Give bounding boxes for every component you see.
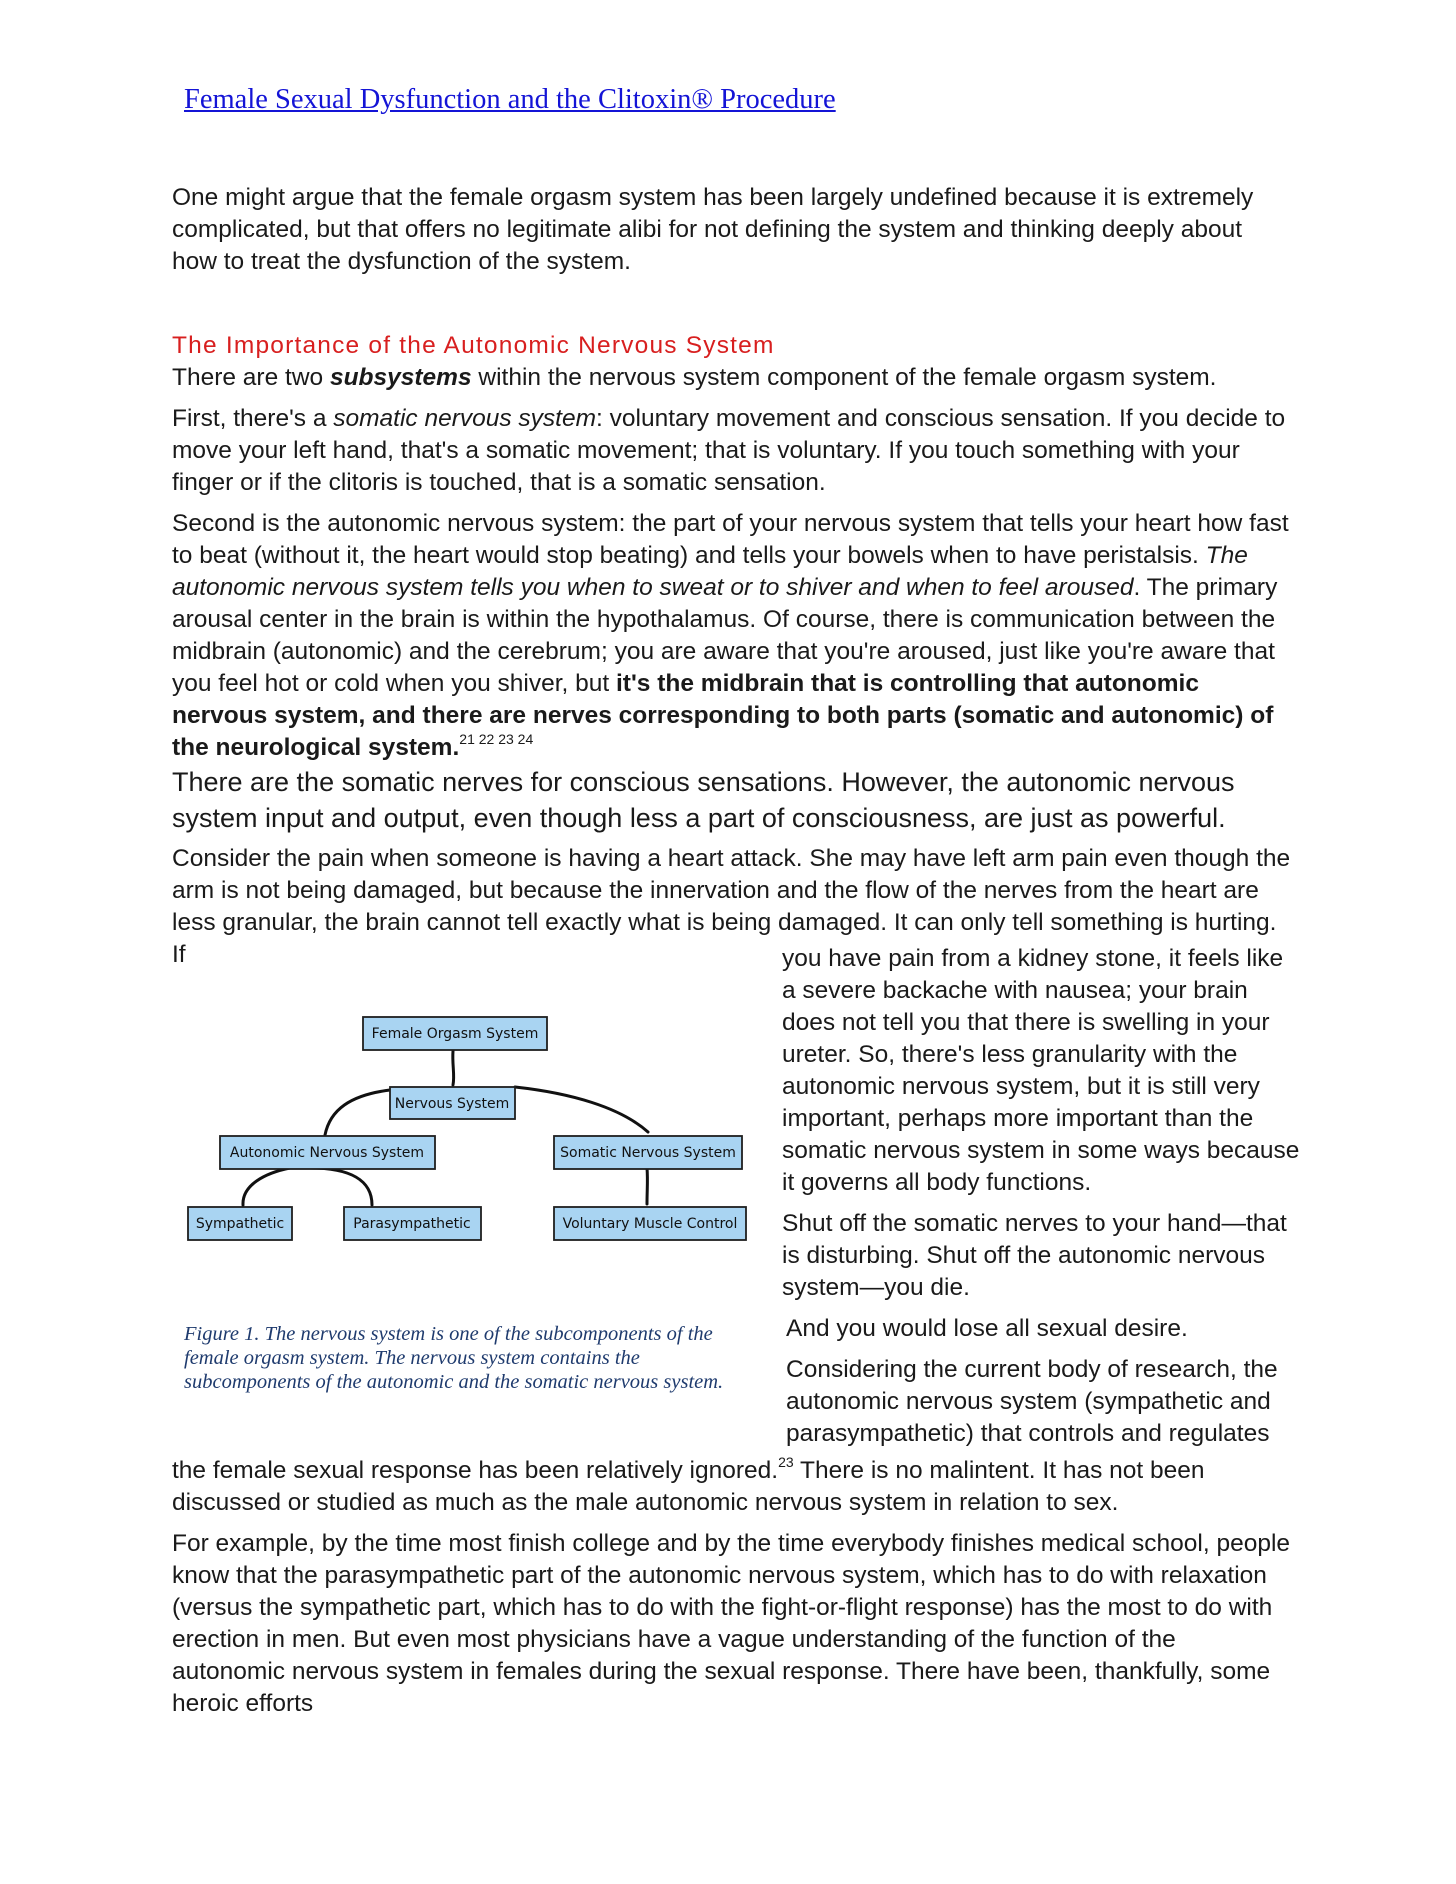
continued-body	[172, 1455, 1292, 1720]
paragraph-somatic	[172, 403, 1292, 499]
paragraph-shut-off: Shut off the somatic nerves to your hand—that is disturbing. Shut off the autonomic nervous system—you die.	[782, 1210, 1287, 1301]
node-parasympathetic	[344, 1207, 481, 1240]
paragraph-research: Considering the current body of research, the autonomic nervous system (sympathetic and parasympathetic) that controls and regulates	[786, 1356, 1278, 1447]
emphasis-subsystems: subsystems	[329, 364, 472, 391]
intro-paragraph	[172, 182, 1292, 278]
node-autonomic-nervous-system	[220, 1136, 435, 1169]
connector-nervous-somatic	[515, 1087, 648, 1132]
paragraph-subsystems	[172, 362, 1292, 394]
emphasis-autonomic: The autonomic nervous system tells you when to sweat or to shiver and when to feel aroused	[172, 542, 1248, 601]
node-label: Somatic Nervous System	[560, 1145, 736, 1161]
text-run: There are two	[172, 364, 330, 391]
text-run: .	[452, 734, 460, 761]
node-label: Sympathetic	[195, 1216, 285, 1232]
section-body	[172, 362, 1292, 971]
node-label: Parasympathetic	[353, 1216, 471, 1232]
paragraph-somatic-nerves: There are the somatic nerves for conscious sensations. However, the autonomic nervous system input and output, even though less a part of consciousness, are just as powerful.	[172, 767, 1235, 833]
wrapped-text-column	[782, 943, 1302, 1450]
node-label: Autonomic Nervous System	[229, 1145, 425, 1161]
text-run: the female sexual response has been relatively ignored.	[172, 1457, 779, 1484]
text-run: within the nervous system component of the female orgasm system.	[471, 364, 1217, 391]
text-run: : voluntary movement and conscious sensation. If you decide to move your left hand, that's a somatic movement; that is voluntary. If you touch something with your finger or if the clitoris is touched, that is a somatic sensation.	[172, 405, 1286, 496]
diagram-svg	[180, 975, 770, 1295]
paragraph-research-continued	[172, 1455, 1292, 1519]
section-heading: The Importance of the Autonomic Nervous System	[172, 332, 775, 359]
connector-autonomic-parasympathetic	[310, 1168, 372, 1205]
node-somatic-nervous-system	[554, 1136, 742, 1169]
node-label: Nervous System	[394, 1096, 510, 1112]
emphasis-somatic: somatic nervous system	[333, 405, 597, 432]
text-run: There is no malintent. It has not been discussed or studied as much as the male autonomic nervous system in relation to sex.	[172, 1457, 1205, 1516]
connector-autonomic-sympathetic	[243, 1168, 290, 1205]
intro-text: One might argue that the female orgasm system has been largely undefined because it is extremely complicated, but that offers no legitimate alibi for not defining the system and thinking deeply about how to treat the dysfunction of the system.	[172, 184, 1254, 275]
figure-caption: Figure 1. The nervous system is one of the subcomponents of the female orgasm system. The nervous system contains the subcomponents of the autonomic and the somatic nervous system.	[184, 1323, 724, 1393]
paragraph-sexual-desire: And you would lose all sexual desire.	[786, 1315, 1188, 1342]
footnote-ref[interactable]: 23	[778, 1454, 794, 1470]
node-sympathetic	[188, 1207, 292, 1240]
connector-nervous-autonomic	[325, 1090, 390, 1135]
node-nervous-system	[390, 1087, 515, 1119]
node-label: Female Orgasm System	[371, 1026, 539, 1042]
text-run: First, there's a	[172, 405, 334, 432]
text-run: . The primary arousal center in the brain is within the hypothalamus. Of course, there is communication between the midbrain (autonomic) and the cerebrum; you are aware that you're aroused, just like you're aware that you feel hot or cold when you shiver, but	[172, 574, 1278, 697]
footnote-refs[interactable]: 21 22 23 24	[459, 731, 534, 747]
node-label: Voluntary Muscle Control	[562, 1216, 738, 1232]
document-title-link[interactable]: Female Sexual Dysfunction and the Clitoxin® Procedure	[184, 84, 836, 115]
nervous-system-diagram	[180, 975, 770, 1295]
bold-midbrain: it's the midbrain that is controlling that autonomic nervous system, and there are nerves corresponding to both parts (somatic and autonomic) of the neurological system	[172, 670, 1274, 761]
paragraph-for-example: For example, by the time most finish college and by the time everybody finishes medical school, people know that the parasympathetic part of the autonomic nervous system, which has to do with relaxation (versus the sympathetic part, which has to do with the fight-or-flight response) has the most to do with erection in men. But even most physicians have a vague understanding of the function of the autonomic nervous system in females during the sexual response. There have been, thankfully, some heroic efforts	[172, 1530, 1291, 1717]
paragraph-heart-attack: Consider the pain when someone is having a heart attack. She may have left arm pain even though the arm is not being damaged, but because the innervation and the flow of the nerves from the heart are less granular, the brain cannot tell exactly what is being damaged. It can only tell something is hurting. If	[172, 845, 1291, 968]
node-voluntary-muscle-control	[554, 1207, 746, 1240]
paragraph-autonomic	[172, 508, 1292, 764]
node-female-orgasm-system	[363, 1017, 547, 1050]
paragraph-kidney-stone: you have pain from a kidney stone, it feels like a severe backache with nausea; your brain does not tell you that there is swelling in your ureter. So, there's less granularity with the autonomic nervous system, but it is still very important, perhaps more important than the somatic nervous system in some ways because it governs all body functions.	[782, 945, 1300, 1196]
text-run: Second is the autonomic nervous system: the part of your nervous system that tells your heart how fast to beat (without it, the heart would stop beating) and tells your bowels when to have peristalsis.	[172, 510, 1289, 569]
diagram-connectors	[243, 1051, 648, 1205]
connector-root-nervous	[453, 1051, 454, 1085]
